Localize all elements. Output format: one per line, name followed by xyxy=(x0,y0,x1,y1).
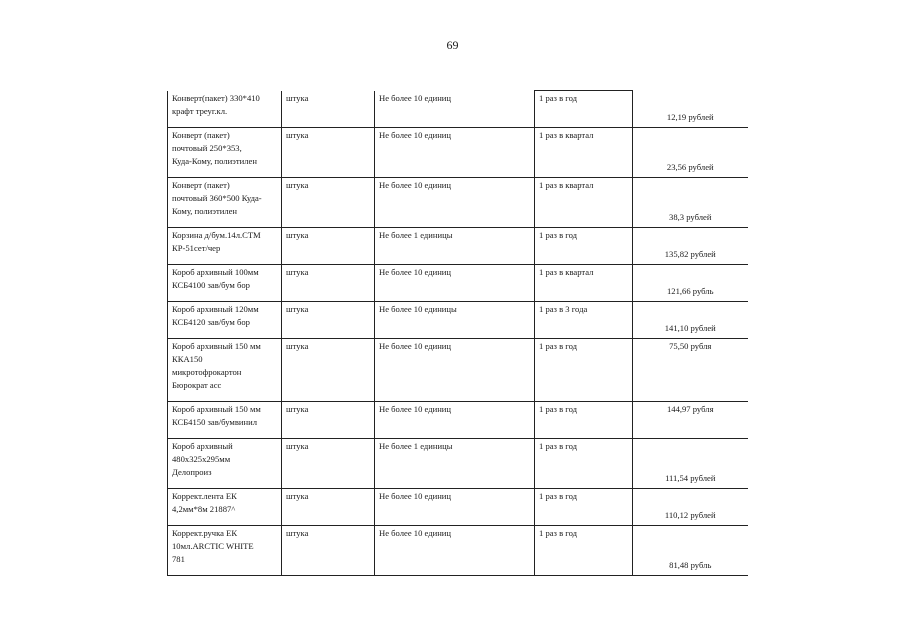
frequency-text: 1 раз в год xyxy=(539,341,578,351)
limit-cell xyxy=(375,439,535,489)
price-text: 111,54 рублей xyxy=(665,473,716,483)
price-cell xyxy=(633,339,748,402)
frequency-cell xyxy=(535,265,633,302)
frequency-text: 1 раз в год xyxy=(539,404,578,414)
limit-cell xyxy=(375,128,535,178)
table-row xyxy=(168,228,748,265)
unit-text: штука xyxy=(286,130,309,140)
price-cell xyxy=(633,91,748,128)
frequency-text: 1 раз в год xyxy=(539,93,578,103)
unit-text: штука xyxy=(286,267,309,277)
table-row xyxy=(168,128,748,178)
table-row xyxy=(168,265,748,302)
item-name-cell xyxy=(168,178,282,228)
limit-text: Не более 10 единиц xyxy=(379,130,452,140)
item-name-cell xyxy=(168,439,282,489)
unit-cell xyxy=(282,228,375,265)
price-text: 110,12 рублей xyxy=(664,510,716,520)
unit-text: штука xyxy=(286,404,309,414)
limit-text: Не более 10 единиц xyxy=(379,92,452,103)
frequency-cell xyxy=(535,526,633,576)
unit-text: штука xyxy=(286,341,309,351)
limit-cell xyxy=(375,265,535,302)
unit-text: штука xyxy=(286,491,309,501)
limit-cell xyxy=(375,302,535,339)
price-text: 121,66 рубль xyxy=(666,286,714,296)
unit-text: штука xyxy=(286,230,309,240)
item-name: Конверт (пакет) почтовый 250*353, Куда-Кому, полиэтилен xyxy=(172,130,257,166)
limit-text: Не более 10 единиц xyxy=(379,404,452,414)
frequency-cell xyxy=(535,339,633,402)
price-text: 75,50 рубля xyxy=(669,341,712,351)
frequency-text: 1 раз в квартал xyxy=(539,267,594,277)
item-name: Короб архивный 480х325х295мм Делопроиз xyxy=(172,441,233,477)
limit-text: Не более 10 единиц xyxy=(379,528,452,538)
frequency-cell xyxy=(535,128,633,178)
limit-text: Не более 10 единиц xyxy=(379,491,452,501)
price-cell xyxy=(633,265,748,302)
unit-cell xyxy=(282,339,375,402)
item-name-cell xyxy=(168,302,282,339)
frequency-cell xyxy=(535,489,633,526)
unit-text: штука xyxy=(286,304,309,314)
limit-text: Не более 10 единиц xyxy=(379,341,452,351)
unit-cell xyxy=(282,91,375,128)
item-name: Короб архивный 150 мм ККА150 микротофрокартон Бюрократ асс xyxy=(172,341,261,390)
price-text: 12,19 рублей xyxy=(666,112,714,122)
limit-text: Не более 1 единицы xyxy=(379,230,453,240)
price-cell xyxy=(633,302,748,339)
item-name-cell xyxy=(168,91,282,128)
frequency-text: 1 раз в квартал xyxy=(539,180,594,190)
item-name-cell xyxy=(168,402,282,439)
table-row xyxy=(168,402,748,439)
table-row xyxy=(168,91,748,128)
limit-cell xyxy=(375,489,535,526)
unit-cell xyxy=(282,178,375,228)
unit-cell xyxy=(282,439,375,489)
table-row xyxy=(168,178,748,228)
unit-cell xyxy=(282,265,375,302)
unit-cell xyxy=(282,489,375,526)
table-row xyxy=(168,489,748,526)
frequency-text: 1 раз в год xyxy=(539,441,578,451)
limit-cell xyxy=(375,339,535,402)
price-text: 38,3 рублей xyxy=(669,212,712,222)
frequency-cell xyxy=(535,178,633,228)
item-name: Коррект.лента ЕК 4,2мм*8м 21887^ xyxy=(172,491,237,514)
price-text: 81,48 рубль xyxy=(669,560,712,570)
frequency-text: 1 раз в год xyxy=(539,491,578,501)
price-cell xyxy=(633,489,748,526)
limit-text: Не более 1 единицы xyxy=(379,441,453,451)
item-name-cell xyxy=(168,265,282,302)
limit-text: Не более 10 единиц xyxy=(379,180,452,190)
price-cell xyxy=(633,526,748,576)
price-text: 135,82 рублей xyxy=(664,249,716,259)
unit-cell xyxy=(282,302,375,339)
frequency-text: 1 раз в год xyxy=(539,230,578,240)
limit-cell xyxy=(375,402,535,439)
item-name: Короб архивный 100мм КСБ4100 зав/бум бор xyxy=(172,267,259,290)
price-text: 23,56 рублей xyxy=(666,162,714,172)
frequency-text: 1 раз в квартал xyxy=(539,130,594,140)
item-name: Короб архивный 150 мм КСБ4150 зав/бумвинил xyxy=(172,404,261,427)
unit-text: штука xyxy=(286,528,309,538)
item-name: Конверт (пакет) почтовый 360*500 Куда- Кому, полиэтилен xyxy=(172,180,262,216)
table-row xyxy=(168,339,748,402)
unit-text: штука xyxy=(286,180,309,190)
price-text: 141,10 рублей xyxy=(664,323,716,333)
item-name-cell xyxy=(168,228,282,265)
unit-cell xyxy=(282,526,375,576)
table-row xyxy=(168,302,748,339)
item-name-cell xyxy=(168,489,282,526)
unit-cell xyxy=(282,402,375,439)
frequency-cell xyxy=(535,91,633,128)
frequency-cell xyxy=(535,302,633,339)
frequency-text: 1 раз в 3 года xyxy=(539,304,588,314)
item-name-cell xyxy=(168,128,282,178)
item-name: Коррект.ручка ЕК 10мл.ARCTIC WHITE 781 xyxy=(172,528,254,564)
price-cell xyxy=(633,178,748,228)
price-cell xyxy=(633,402,748,439)
limit-cell xyxy=(375,91,535,128)
table-row xyxy=(168,526,748,576)
price-cell xyxy=(633,228,748,265)
limit-cell xyxy=(375,178,535,228)
item-name-cell xyxy=(168,339,282,402)
unit-text: штука xyxy=(286,441,309,451)
page-number: 69 xyxy=(446,38,459,52)
price-cell xyxy=(633,128,748,178)
item-name: Конверт(пакет) 330*410 крафт треуг.кл. xyxy=(172,92,260,116)
price-text: 144,97 рубля xyxy=(666,404,714,414)
frequency-cell xyxy=(535,439,633,489)
unit-text: штука xyxy=(286,92,309,103)
frequency-cell xyxy=(535,402,633,439)
supplies-table xyxy=(167,90,748,576)
limit-text: Не более 10 единицы xyxy=(379,304,457,314)
unit-cell xyxy=(282,128,375,178)
item-name: Корзина д/бум.14л.СТМ КР-51сет/чер xyxy=(172,230,261,253)
item-name-cell xyxy=(168,526,282,576)
frequency-cell xyxy=(535,228,633,265)
frequency-text: 1 раз в год xyxy=(539,528,578,538)
limit-cell xyxy=(375,526,535,576)
price-cell xyxy=(633,439,748,489)
limit-cell xyxy=(375,228,535,265)
table-row xyxy=(168,439,748,489)
limit-text: Не более 10 единиц xyxy=(379,267,452,277)
item-name: Короб архивный 120мм КСБ4120 зав/бум бор xyxy=(172,304,259,327)
